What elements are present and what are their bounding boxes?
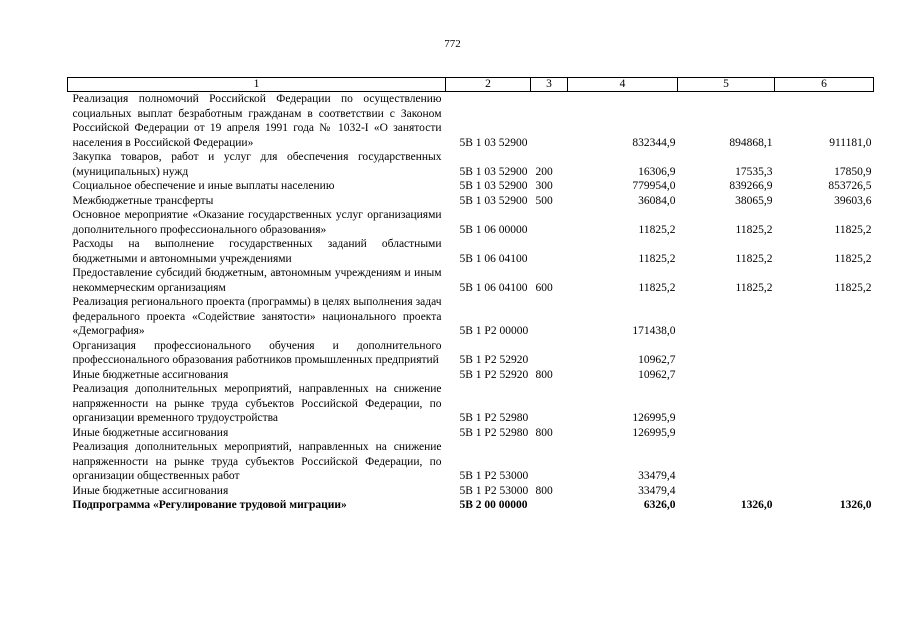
table-row [68,208,874,237]
row-code: 5В 2 00 00000 [459,499,528,511]
row-value-col4: 126995,9 [632,426,676,439]
table-row [68,382,874,426]
row-value-col6: 11825,2 [834,281,872,294]
row-name: Основное мероприятие «Оказание государственных услуг организациями дополнительного профессионального образования» [72,209,442,236]
row-value-col5 [678,440,775,484]
row-value-col5: 894868,1 [729,136,773,149]
table-row [68,92,874,151]
row-value-col6: 17850,9 [834,165,872,178]
row-value-col4: 6326,0 [643,499,676,511]
row-name: Межбюджетные трансферты [72,194,214,207]
table-row [68,295,874,339]
table-row [68,426,874,441]
row-value-col4: 832344,9 [632,136,676,149]
row-value-col5 [678,295,775,339]
row-value-col6: 911181,0 [829,136,872,149]
row-code: 5В 1 Р2 52980 [459,426,529,439]
row-expense-type [531,440,568,484]
table-row [68,266,874,295]
row-expense-type [531,92,568,151]
row-expense-type: 200 [535,165,553,178]
row-name: Иные бюджетные ассигнования [72,426,229,439]
row-value-col5: 839266,9 [729,180,773,192]
table-body [68,92,874,513]
column-header: 2 [446,78,531,92]
row-code: 5В 1 03 52900 [459,180,528,192]
row-name: Предоставление субсидий бюджетным, автономным учреждениям и иным некоммерческим организациям [72,267,442,294]
row-code: 5В 1 Р2 53000 [459,470,529,482]
table-row [68,179,874,194]
row-name: Реализация полномочий Российской Федерации по осуществлению социальных выплат безработным гражданам в соответствии с Законом Российской Федерации от 19 апреля 1991 года № 1032-I «О занятости населения в Российской Федерации» [72,93,442,149]
row-value-col5: 11825,2 [735,281,773,294]
row-name: Социальное обеспечение и иные выплаты населению [72,180,335,192]
row-expense-type: 600 [535,281,553,294]
row-expense-type [531,339,568,368]
table-row [68,368,874,383]
row-expense-type: 800 [535,426,553,439]
row-value-col5: 38065,9 [735,194,773,207]
row-value-col6 [775,440,874,484]
row-value-col5: 17535,3 [735,165,773,178]
row-value-col4: 11825,2 [638,281,676,294]
row-expense-type: 500 [535,194,553,207]
row-value-col6: 11825,2 [834,252,872,265]
column-header: 4 [568,78,678,92]
row-code: 5В 1 Р2 53000 [459,484,529,497]
row-name: Расходы на выполнение государственных заданий областными бюджетными и автономными учреждениями [72,238,442,265]
table-row [68,498,874,513]
row-name: Реализация дополнительных мероприятий, направленных на снижение напряженности на рынке труда субъектов Российской Федерации, по организации общественных работ [72,441,442,482]
row-value-col6: 1326,0 [839,499,872,511]
row-value-col4: 171438,0 [632,325,676,337]
row-expense-type [531,382,568,426]
row-name: Реализация регионального проекта (программы) в целях выполнения задач федерального проекта «Содействие занятости» национального проекта «Демография» [72,296,442,337]
row-expense-type: 800 [535,368,553,381]
row-value-col6 [775,339,874,368]
row-value-col4: 11825,2 [638,252,676,265]
row-name: Иные бюджетные ассигнования [72,484,229,497]
table-row [68,440,874,484]
row-expense-type: 300 [535,180,553,192]
row-code: 5В 1 06 04100 [459,281,528,294]
row-name: Организация профессионального обучения и дополнительного профессионального образования работников промышленных предприятий [72,339,442,366]
row-value-col6 [775,426,874,441]
column-header: 6 [775,78,874,92]
row-name: Подпрограмма «Регулирование трудовой миграции» [72,499,347,511]
row-expense-type: 800 [535,484,553,497]
row-code: 5В 1 03 52900 [459,165,528,178]
row-value-col5 [678,426,775,441]
row-code: 5В 1 Р2 52920 [459,368,529,381]
row-value-col5 [678,339,775,368]
column-header: 3 [531,78,568,92]
row-value-col4: 33479,4 [638,470,676,482]
row-value-col6 [775,368,874,383]
row-value-col5: 11825,2 [735,223,773,236]
row-value-col4: 11825,2 [638,223,676,236]
row-expense-type [531,498,568,513]
row-value-col6: 853726,5 [828,180,872,192]
table-row [68,237,874,266]
row-name: Иные бюджетные ассигнования [72,368,229,381]
row-code: 5В 1 06 00000 [459,223,528,236]
row-expense-type [531,208,568,237]
row-value-col6 [775,295,874,339]
row-value-col6 [775,484,874,499]
row-name: Реализация дополнительных мероприятий, направленных на снижение напряженности на рынке труда субъектов Российской Федерации, по организации временного трудоустройства [72,383,442,424]
row-value-col4: 16306,9 [638,165,676,178]
row-value-col6 [775,382,874,426]
row-value-col5 [678,382,775,426]
row-value-col5 [678,368,775,383]
row-value-col6: 11825,2 [834,223,872,236]
table-header-row [68,78,874,92]
row-value-col4: 33479,4 [638,484,676,497]
budget-table [67,77,874,513]
row-code: 5В 1 Р2 52920 [459,354,529,366]
row-value-col6: 39603,6 [834,194,872,207]
row-value-col4: 36084,0 [638,194,676,207]
table-row [68,150,874,179]
row-value-col4: 126995,9 [632,412,676,424]
row-value-col5: 1326,0 [740,499,773,511]
row-value-col5: 11825,2 [735,252,773,265]
row-code: 5В 1 03 52900 [459,194,528,207]
row-name: Закупка товаров, работ и услуг для обеспечения государственных (муниципальных) нужд [72,151,442,178]
row-code: 5В 1 03 52900 [459,136,528,149]
table-row [68,339,874,368]
row-code: 5В 1 06 04100 [459,252,528,265]
row-code: 5В 1 Р2 00000 [459,325,529,337]
table-row [68,194,874,209]
row-expense-type [531,295,568,339]
table-row [68,484,874,499]
row-value-col4: 779954,0 [632,180,676,192]
row-value-col5 [678,484,775,499]
column-header: 5 [678,78,775,92]
page-number: 772 [444,38,461,50]
row-value-col4: 10962,7 [638,368,676,381]
row-expense-type [531,237,568,266]
row-value-col4: 10962,7 [638,354,676,366]
column-header: 1 [68,78,446,92]
row-code: 5В 1 Р2 52980 [459,412,529,424]
